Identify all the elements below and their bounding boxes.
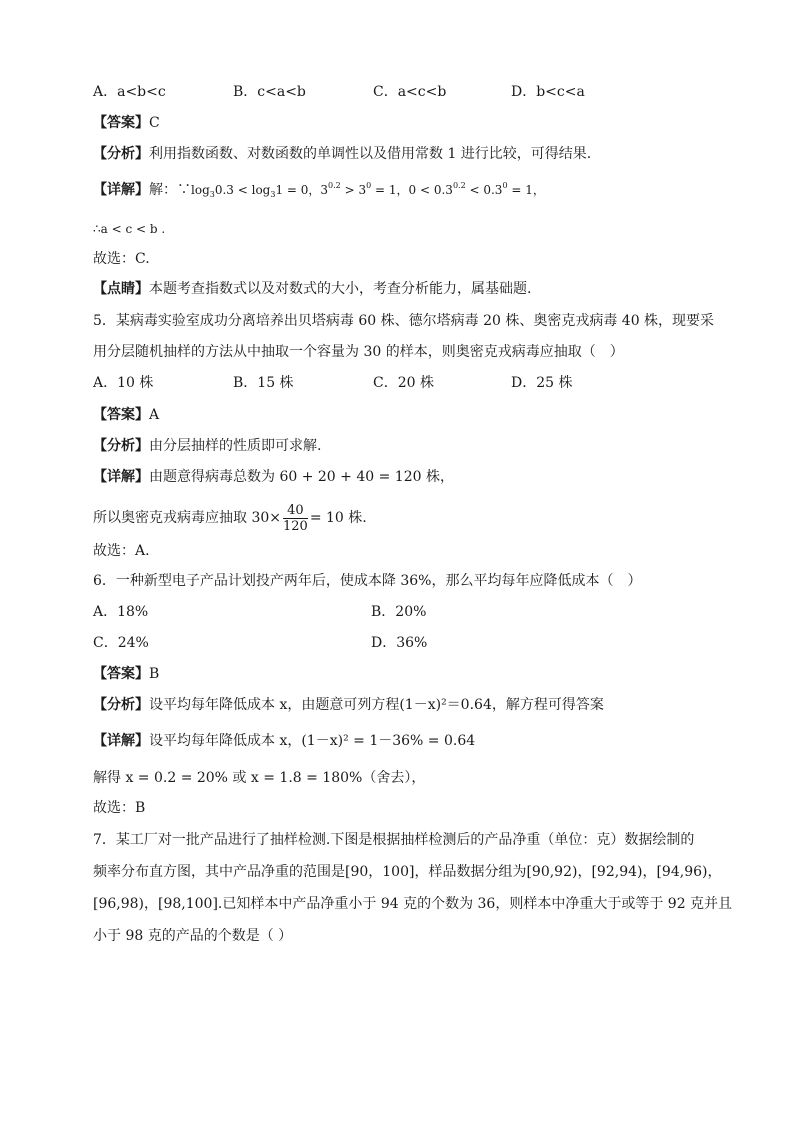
q6-solve: 解得 x = 0.2 = 20% 或 x = 1.8 = 180%（舍去）， <box>93 770 426 786</box>
q4-answer <box>93 113 160 133</box>
q5-stem-line-1: 5．某病毒实验室成功分离培养出贝塔病毒 60 株、德尔塔病毒 20 株、奥密克戎病毒 40 株，现要采 <box>93 313 715 329</box>
math-sub: 3 <box>270 190 276 199</box>
q5-detail-line-2 <box>93 502 367 534</box>
math-exp-6: = 1， <box>507 183 545 197</box>
detail-tag: 【详解】 <box>93 469 149 485</box>
math-sup: 0.2 <box>328 181 341 190</box>
q6-stem: 6．一种新型电子产品计划投产两年后，使成本降 36%，那么平均每年应降低成本（ ） <box>93 573 642 589</box>
q4-comment <box>93 279 531 299</box>
q5-detail <box>93 467 454 487</box>
q7-stem-line-1: 7．某工厂对一批产品进行了抽样检测.下图是根据抽样检测后的产品净重（单位：克）数据绘制的 <box>93 832 695 848</box>
q5-option-d: D．25 株 <box>511 375 573 391</box>
analysis-text: 设平均每年降低成本 x，由题意可列方程(1－x)²＝0.64，解方程可得答案 <box>149 697 604 713</box>
q4-option-a: A．a<b<c <box>93 84 166 100</box>
detail-suffix: = 10 株. <box>309 510 367 526</box>
q6-option-b: B．20% <box>371 604 427 620</box>
answer-tag: 【答案】 <box>93 115 149 131</box>
math-sup: 0.2 <box>452 181 466 190</box>
detail-text: 由题意得病毒总数为 60 + 20 + 40 = 120 株， <box>149 469 454 485</box>
q5-answer <box>93 405 159 425</box>
math-sup: 0 <box>502 181 508 190</box>
math-sub: 3 <box>209 190 215 199</box>
q7-stem-line-3: [96,98)，[98,100].已知样本中产品净重小于 94 克的个数为 36，则样本中净重大于或等于 92 克并且 <box>93 896 733 912</box>
math-exp-3: = 1 <box>371 183 397 197</box>
fraction <box>283 503 308 534</box>
answer-value: A <box>149 407 160 423</box>
math-log-1: log <box>191 183 210 197</box>
answer-tag: 【答案】 <box>93 407 149 423</box>
q4-detail <box>93 180 545 200</box>
comment-text: 本题考查指数式以及对数式的大小，考查分析能力，属基础题. <box>149 281 532 297</box>
analysis-tag: 【分析】 <box>93 438 149 454</box>
q7-stem-line-4: 小于 98 克的产品的个数是（ ） <box>93 928 293 944</box>
q6-answer <box>93 664 159 684</box>
answer-value: C <box>149 115 160 131</box>
comment-tag: 【点睛】 <box>93 281 149 297</box>
detail-prefix: 所以奥密克戎病毒应抽取 30× <box>93 510 281 526</box>
math-exp-4: ，0 < 0.3 <box>396 183 453 197</box>
detail-tag: 【详解】 <box>93 733 149 749</box>
detail-text: 设平均每年降低成本 x，(1－x)² = 1－36% = 0.64 <box>149 733 476 749</box>
q5-choose: 故选：A. <box>93 543 150 559</box>
math-exp-5: < 0.3 <box>465 183 503 197</box>
q5-option-c: C．20 株 <box>373 375 434 391</box>
analysis-text: 由分层抽样的性质即可求解. <box>149 438 322 454</box>
math-sup: 0 <box>366 181 372 190</box>
analysis-tag: 【分析】 <box>93 146 149 162</box>
q4-choose: 故选：C. <box>93 251 150 267</box>
q6-option-d: D．36% <box>371 635 428 651</box>
q5-stem-line-2: 用分层随机抽样的方法从中抽取一个容量为 30 的样本，则奥密克戎病毒应抽取（ ） <box>93 344 624 360</box>
q5-option-a: A．10 株 <box>93 375 154 391</box>
math-log-2: 0.3 < log <box>214 183 271 197</box>
fraction-numerator: 40 <box>283 503 308 519</box>
math-exp-1: ，3 <box>308 183 329 197</box>
q6-detail <box>93 731 475 751</box>
detail-tag: 【详解】 <box>93 182 149 198</box>
q6-option-c: C．24% <box>93 635 149 651</box>
q4-option-b: B．c<a<b <box>233 84 306 100</box>
analysis-text: 利用指数函数、对数函数的单调性以及借用常数 1 进行比较，可得结果. <box>149 146 592 162</box>
q5-option-b: B．15 株 <box>233 375 294 391</box>
q4-therefore: ∴a < c < b . <box>93 222 166 236</box>
answer-tag: 【答案】 <box>93 666 149 682</box>
q6-choose: 故选：B <box>93 800 146 816</box>
q4-option-d: D．b<c<a <box>511 84 585 100</box>
q4-option-c: C．a<c<b <box>373 84 447 100</box>
math-log-3: 1 = 0 <box>275 183 309 197</box>
q7-stem-line-2: 频率分布直方图，其中产品净重的范围是[90，100]，样品数据分组为[90,92)，[92,94)，[94,96)， <box>93 864 722 880</box>
analysis-tag: 【分析】 <box>93 697 149 713</box>
q6-option-a: A．18% <box>93 604 149 620</box>
q4-analysis <box>93 144 591 164</box>
answer-value: B <box>149 666 160 682</box>
detail-prefix: 解：∵ <box>149 182 191 198</box>
q5-analysis <box>93 436 321 456</box>
q6-analysis <box>93 695 604 715</box>
math-exp-2: > 3 <box>340 183 367 197</box>
fraction-denominator: 120 <box>283 518 308 534</box>
